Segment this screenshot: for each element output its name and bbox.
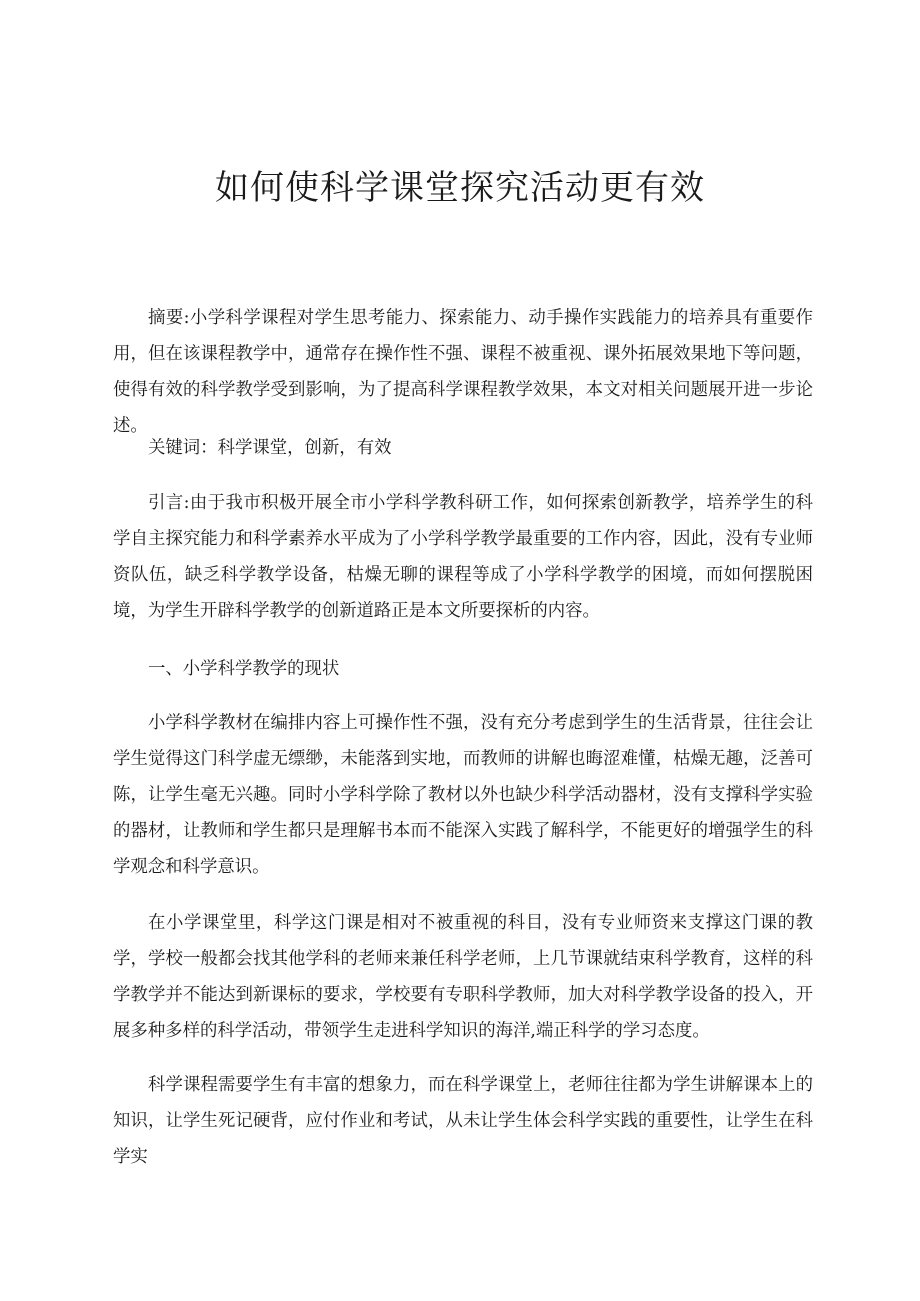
section-heading: 一、小学科学教学的现状 (148, 659, 340, 679)
abstract-paragraph: 摘要:小学科学课程对学生思考能力、探索能力、动手操作实践能力的培养具有重要作用，但在该课程教学中，通常存在操作性不强、课程不被重视、课外拓展效果地下等问题，使得有效的科学教学受到影响，为了提高科学课程教学效果，本文对相关问题展开进一步论述。 (113, 308, 813, 436)
body-paragraph: 科学课程需要学生有丰富的想象力，而在科学课堂上，老师往往都为学生讲解课本上的知识，让学生死记硬背，应付作业和考试，从未让学生体会科学实践的重要性，让学生在科学实 (113, 1075, 813, 1167)
body-paragraph: 小学科学教材在编排内容上可操作性不强，没有充分考虑到学生的生活背景，往往会让学生觉得这门科学虚无缥缈，未能落到实地，而教师的讲解也晦涩难懂，枯燥无趣，泛善可陈，让学生毫无兴趣。同时小学科学除了教材以外也缺少科学活动器材，没有支撑科学实验的器材，让教师和学生都只是理解书本而不能深入实践了解科学，不能更好的增强学生的科学观念和科学意识。 (113, 713, 813, 877)
body-paragraph: 在小学课堂里，科学这门课是相对不被重视的科目，没有专业师资来支撑这门课的教学，学校一般都会找其他学科的老师来兼任科学老师，上几节课就结束科学教育，这样的科学教学并不能达到新课标的要求，学校要有专职科学教师，加大对科学教学设备的投入，开展多种多样的科学活动，带领学生走进科学知识的海洋,端正科学的学习态度。 (113, 913, 813, 1041)
document-title: 如何使科学课堂探究活动更有效 (215, 168, 705, 208)
keywords-line: 关键词：科学课堂，创新，有效 (148, 438, 392, 458)
intro-paragraph: 引言:由于我市积极开展全市小学科学教科研工作，如何探索创新教学，培养学生的科学自主探究能力和科学素养水平成为了小学科学教学最重要的工作内容，因此，没有专业师资队伍，缺乏科学教学设备，枯燥无聊的课程等成了小学科学教学的困境，而如何摆脱困境，为学生开辟科学教学的创新道路正是本文所要探析的内容。 (113, 493, 813, 621)
